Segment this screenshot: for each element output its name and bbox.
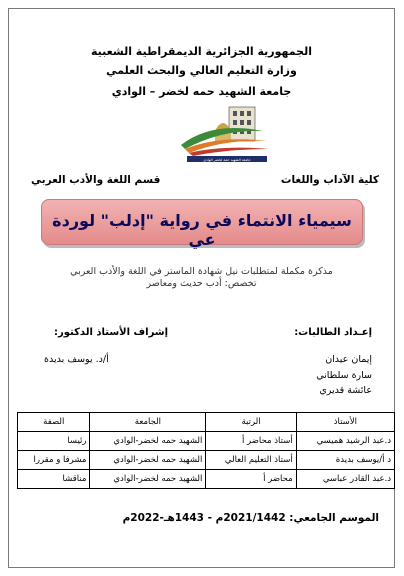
- table-row: [18, 451, 395, 470]
- ministry-header: وزارة التعليم العالي والبحث العلمي: [106, 64, 297, 77]
- university-logo: [167, 101, 277, 165]
- jury-cell: أستاذ محاضر أ: [206, 432, 296, 451]
- jury-cell: د.عبد القادر عباسي: [296, 470, 394, 489]
- col-rank: الرتبة: [206, 413, 296, 432]
- academic-year: الموسم الجامعي: 2021/1442م - 1443هـ-2022م: [122, 512, 379, 524]
- col-university: الجامعة: [90, 413, 206, 432]
- jury-cell: مناقشا: [18, 470, 90, 489]
- memo-description: مذكرة مكملة لمتطلبات نيل شهادة الماستر في اللغة والأدب العربي: [70, 266, 333, 277]
- table-row: [18, 432, 395, 451]
- logo-caption: جامعة الشهيد حمة لخضر الوادي: [203, 158, 251, 162]
- student-name: سارة سلطاني: [316, 370, 372, 381]
- jury-cell: د أ/يوسف بديدة: [296, 451, 394, 470]
- jury-cell: الشهيد حمه لخضر-الوادي: [90, 432, 206, 451]
- thesis-title: سيمياء الانتماء في رواية "إدلب" لوردة عي: [52, 211, 352, 249]
- students-label: إعـداد الطالبات:: [294, 327, 372, 338]
- thesis-title-box: [41, 199, 363, 249]
- supervisor-label: إشراف الأستاذ الدكتور:: [54, 327, 169, 338]
- col-role: الصفة: [18, 413, 90, 432]
- jury-cell: أستاذ التعليم العالي: [206, 451, 296, 470]
- document-page: [8, 8, 395, 568]
- jury-cell: محاضر أ: [206, 470, 296, 489]
- jury-cell: د.عبد الرشيد هميسي: [296, 432, 394, 451]
- jury-table: [17, 412, 395, 489]
- col-professor: الأستاذ: [296, 413, 394, 432]
- jury-cell: الشهيد حمه لخضر-الوادي: [90, 470, 206, 489]
- table-row: [18, 470, 395, 489]
- department-label: قسم اللغة والأدب العربي: [31, 174, 161, 186]
- jury-cell: مشرفا و مقررا: [18, 451, 90, 470]
- student-name: إيمان عيدان: [325, 354, 372, 365]
- student-name: عائشة قديري: [319, 385, 372, 396]
- jury-header-row: [18, 413, 395, 432]
- republic-header: الجمهورية الجزائرية الديمقراطية الشعبية: [91, 45, 312, 58]
- jury-cell: الشهيد حمه لخضر-الوادي: [90, 451, 206, 470]
- faculty-label: كلية الآداب واللغات: [280, 174, 379, 186]
- university-header: جامعة الشهيد حمه لخضر – الوادي: [111, 85, 292, 98]
- supervisor-name: أ/د. يوسف بديدة: [44, 354, 109, 365]
- specialty-line: تخصص: أدب حديث ومعاصر: [146, 278, 257, 289]
- jury-cell: رئيسا: [18, 432, 90, 451]
